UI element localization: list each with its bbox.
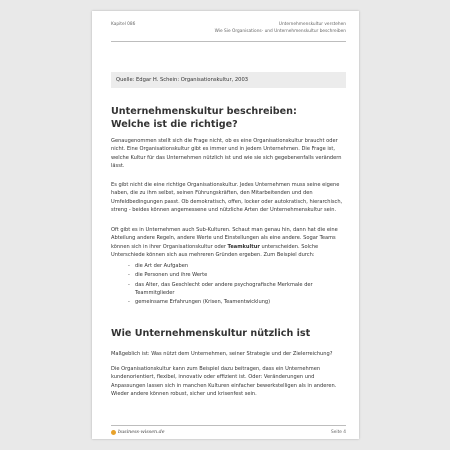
section-heading-1: Unternehmenskultur beschreiben: Welche ist die richtige? <box>111 106 297 130</box>
paragraph-2: Es gibt nicht die eine richtige Organisationskultur. Jedes Unternehmen muss seine eigene haben, die zu ihm selbst, seinen Führungskräften, den Mitarbeitenden und den Umfeldbedingungen passt. Ob demokratisch, offen, locker oder autokratisch, hierarchisch, streng - beides können angemessene und nützliche Arten der Unternehmenskultur sein. <box>111 182 343 213</box>
running-header-subtitle: Wie Sie Organisations- und Unternehmenskultur beschreiben <box>214 28 346 34</box>
logo-dot-icon <box>111 430 116 435</box>
paragraph-4: Maßgeblich ist: Was nützt dem Unternehmen, seiner Strategie und der Zielerreichung? <box>111 351 333 357</box>
paragraph-3-text-b: unterscheiden. Solche Unterschiede können sich aus mehreren Gründen ergeben. Zum Beispiel durch: <box>111 243 319 258</box>
list-item: - gemeinsame Erfahrungen (Krisen, Teamentwicklung) <box>128 299 271 306</box>
logo-text: business-wissen.de <box>118 430 165 435</box>
paragraph-1: Genaugenommen stellt sich die Frage nicht, ob es eine Organisationskultur braucht oder nicht. Eine Organisationskultur gibt es immer und in jedem Unternehmen. Die Frage ist, welche Kultur für das Unternehmen nützlich ist und wie sie sich gegebenenfalls verändern lässt. <box>111 138 342 169</box>
footer-divider <box>111 425 346 426</box>
paragraph-5: Die Organisationskultur kann zum Beispiel dazu beitragen, dass ein Unternehmen kundenorientiert, flexibel, innovativ oder effizient ist. Oder: Veränderungen und Anpassungen lassen sich in manchen Kulturen einfacher bewerkstelligen als in anderen. Wieder andere können robust, sicher und krisenfest sein. <box>111 366 337 397</box>
page-number: Seite 4 <box>331 430 346 435</box>
paragraph-3-text-a: Oft gibt es in Unternehmen auch Sub-Kulturen. Schaut man genau hin, dann hat die eine Abteilung andere Regeln, andere Werte und Einstellungen als eine andere. Sogar Teams können sich in ihrer Organisationskultur oder <box>111 227 338 250</box>
document-page <box>92 11 359 439</box>
paragraph-3-bold: Teamkultur <box>227 243 260 250</box>
list-item: - die Personen und ihre Werte <box>128 272 208 279</box>
paragraph-3 <box>111 226 346 259</box>
header-divider <box>111 41 346 42</box>
list-item: - das Alter, das Geschlecht oder andere psychografische Merkmale der Teammitglieder <box>128 281 313 296</box>
site-logo[interactable] <box>111 430 165 435</box>
running-header-title: Unternehmenskultur verstehen <box>278 22 346 27</box>
section-heading-2: Wie Unternehmenskultur nützlich ist <box>111 328 311 339</box>
reasons-list <box>128 262 343 307</box>
source-box: Quelle: Edgar H. Schein: Organisationskultur, 2003 <box>111 72 346 88</box>
running-header <box>215 22 346 35</box>
list-item: - die Art der Aufgaben <box>128 263 189 269</box>
chapter-label: Kapitel 086 <box>111 22 136 27</box>
